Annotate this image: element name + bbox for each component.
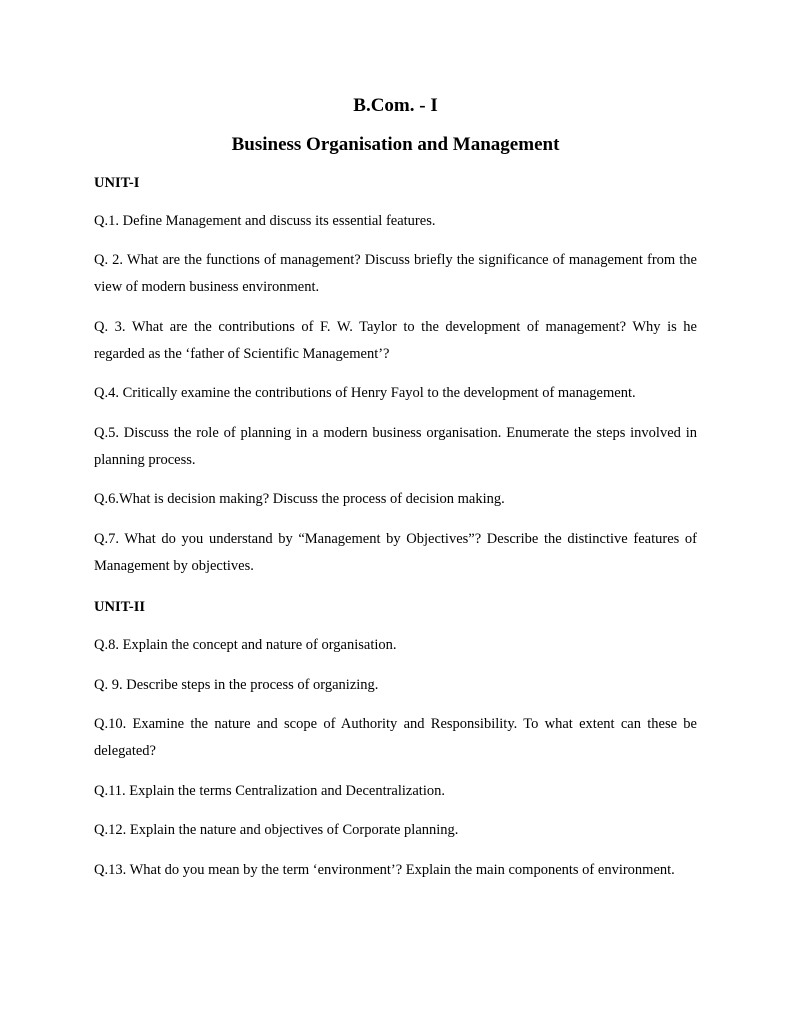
question-11: Q.11. Explain the terms Centralization and Decentralization. bbox=[94, 783, 445, 799]
question-2: Q. 2. What are the functions of management? Discuss briefly the significance of management from the view of modern business environment. bbox=[94, 252, 697, 295]
question-7: Q.7. What do you understand by “Management by Objectives”? Describe the distinctive features of Management by objectives. bbox=[94, 531, 697, 574]
question-10: Q.10. Examine the nature and scope of Authority and Responsibility. To what extent can these be delegated? bbox=[94, 716, 697, 759]
question-3: Q. 3. What are the contributions of F. W. Taylor to the development of management? Why is he regarded as the ‘father of Scientific Management’? bbox=[94, 319, 697, 362]
course-title: B.Com. - I bbox=[353, 95, 438, 116]
unit-heading-1: UNIT-I bbox=[94, 175, 140, 191]
question-5: Q.5. Discuss the role of planning in a modern business organisation. Enumerate the steps involved in planning process. bbox=[94, 425, 697, 468]
subject-title: Business Organisation and Management bbox=[231, 134, 560, 155]
question-12: Q.12. Explain the nature and objectives of Corporate planning. bbox=[94, 822, 459, 838]
question-1: Q.1. Define Management and discuss its essential features. bbox=[94, 213, 436, 229]
question-8: Q.8. Explain the concept and nature of organisation. bbox=[94, 637, 397, 653]
question-13: Q.13. What do you mean by the term ‘environment’? Explain the main components of environment. bbox=[94, 862, 675, 878]
question-4: Q.4. Critically examine the contributions of Henry Fayol to the development of management. bbox=[94, 385, 636, 401]
question-9: Q. 9. Describe steps in the process of organizing. bbox=[94, 677, 379, 693]
question-6: Q.6.What is decision making? Discuss the process of decision making. bbox=[94, 491, 505, 507]
unit-heading-2: UNIT-II bbox=[94, 599, 146, 615]
